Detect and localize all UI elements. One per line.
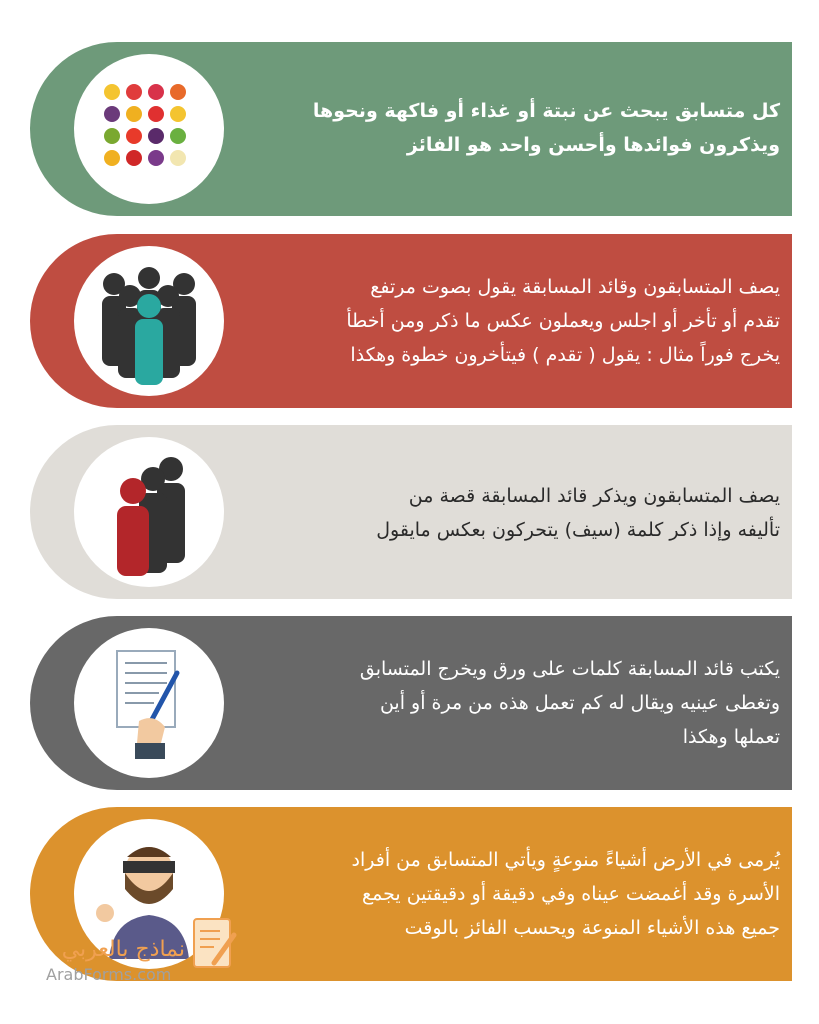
circle [74,437,224,587]
text-line: تعملها وهكذا [682,726,780,748]
card-text [270,843,780,945]
text-line: ويذكرون فوائدها وأحسن واحد هو الفائز [406,134,780,156]
card-reverse-commands [30,234,792,408]
text-line: يخرج فوراً مثال : يقول ( تقدم ) فيتأخرون خطوة وهكذا [350,344,780,366]
people-queue-icon [89,447,209,577]
text-line: يصف المتسابقون ويذكر قائد المسابقة قصة من [408,485,780,507]
watermark-english: ArabForms.com [46,965,172,984]
watermark [40,935,240,995]
card-blindfold-count [30,616,792,790]
hand-writing-paper-icon [99,643,199,763]
card-text [270,652,780,754]
text-line: كل متسابق يبحث عن نبتة أو غذاء أو فاكهة ونحوها [312,100,780,122]
group-of-people-icon [84,256,214,386]
circle [74,54,224,204]
card-story-word [30,425,792,599]
text-line: يُرمى في الأرض أشياءً منوعةٍ ويأتي المتسابق من أفراد [351,849,780,871]
circle [74,246,224,396]
card-text [270,94,780,162]
text-line: الأسرة وقد أغمضت عيناه وفي دقيقة أو دقيقتين يجمع [362,883,780,905]
document-pencil-icon [190,915,240,975]
watermark-arabic: نماذج بالعربي [61,937,185,962]
card-text [270,270,780,372]
text-line: تقدم أو تأخر أو اجلس ويعملون عكس ما ذكر ومن أخطأ [346,310,780,332]
card-text [270,479,780,547]
text-line: يصف المتسابقون وقائد المسابقة يقول بصوت مرتفع [370,276,780,298]
text-line: تأليفه وإذا ذكر كلمة (سيف) يتحركون بعكس مايقول [376,519,780,541]
text-line: جميع هذه الأشياء المنوعة ويحسب الفائز بالوقت [404,917,780,939]
text-line: يكتب قائد المسابقة كلمات على ورق ويخرج المتسابق [359,658,780,680]
fruits-vegetables-icon [94,74,204,184]
text-line: وتغطى عينيه ويقال له كم تعمل هذه من مرة أو أين [379,692,780,714]
circle [74,628,224,778]
card-plants [30,42,792,216]
